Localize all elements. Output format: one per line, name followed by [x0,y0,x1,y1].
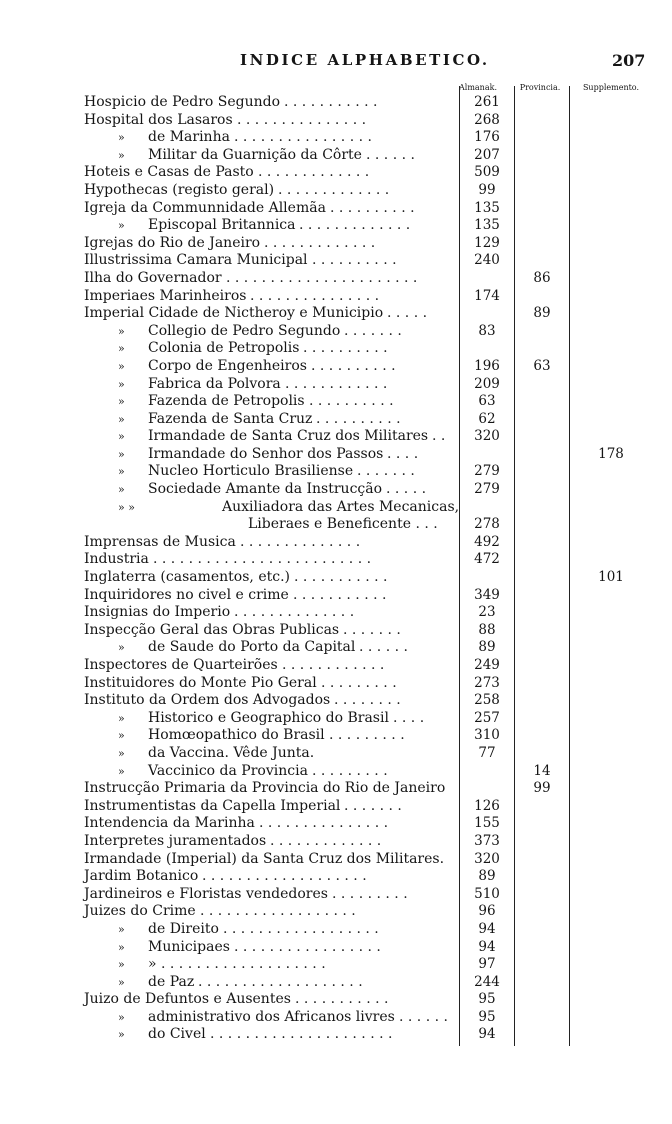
index-entry [0,305,672,323]
index-entry [0,252,672,270]
entry-text: » [148,956,157,973]
leader-dots: . . . . . . . . . . . . . . . . [234,129,372,146]
entry-text: Inspectores de Quarteirões [84,657,278,673]
ditto-mark: » [118,465,125,479]
index-entry [0,235,672,253]
leader-dots: . . . . . . . . . . [316,410,401,427]
index-entry [0,147,672,165]
entry-text: administrativo dos Africanos livres [148,1008,395,1025]
leader-dots: . . . . . . . . . . . . . [264,234,376,251]
ditto-mark: » [118,324,125,338]
entry-text: Instrucção Primaria da Provincia do Rio de Janeiro [84,780,446,797]
entry-text: Hospicio de Pedro Segundo [84,94,281,110]
index-entry [0,604,672,622]
column-header-provincia: Provincia. [519,83,561,92]
entry-text: de Paz [148,973,195,990]
leader-dots: . . . . . . . [344,797,402,814]
ditto-mark: » [118,641,125,655]
entry-text: Colonia de Petropolis [148,340,300,357]
index-list [0,94,672,1044]
page-number: 207 [612,51,646,70]
ditto-mark: » [118,131,125,145]
index-entry [0,956,672,974]
ditto-mark: » [118,342,125,356]
page-ref-almanak: 279 [474,481,500,498]
entry-text: Militar da Guarnição da Côrte [148,146,362,163]
page-ref-almanak: 126 [474,797,500,814]
page-ref-almanak: 88 [478,621,496,638]
index-entry [0,851,672,869]
leader-dots: . . . . . . . . . . . . [282,657,385,673]
entry-text: Fabrica da Polvora [148,375,281,392]
index-entry [0,974,672,992]
page-ref-almanak: 129 [474,234,500,251]
leader-dots: . . . . . . . . . [329,727,405,744]
index-entry [0,182,672,200]
index-entry [0,657,672,675]
entry-text: Imprensas de Musica [84,533,236,550]
index-entry [0,164,672,182]
page-ref-almanak: 244 [474,973,500,990]
leader-dots: . . . . . . . . . . . . . . . . . . [200,903,356,920]
leader-dots: . . . . . . . . . . . . . . . . . . [223,920,379,937]
page-ref-almanak: 94 [478,920,496,937]
entry-text: de Marinha [148,129,230,146]
ditto-mark: » [118,958,125,972]
ditto-mark: » [118,219,125,233]
leader-dots: . . . . . [387,305,428,322]
leader-dots: . . . . . . . . . . . . . . . . . . . [161,956,326,973]
entry-text: Municipaes [148,938,230,955]
page-ref-almanak: 135 [474,217,500,234]
index-entry [0,94,672,112]
entry-text: Juizo de Defuntos e Ausentes [84,991,291,1008]
leader-dots: . . . . . . . . . . [309,393,394,410]
index-entry [0,727,672,745]
index-entry [0,534,672,552]
index-entry [0,428,672,446]
entry-text: Corpo de Engenheiros [148,357,307,374]
entry-text: Nucleo Horticulo Brasiliense [148,463,354,480]
entry-text: Illustrissima Camara Municipal [84,252,308,269]
page-ref-almanak: 99 [478,181,496,198]
page-ref-almanak: 472 [474,551,500,568]
leader-dots: . . . . . . . . . . . . . . . . . [234,938,381,955]
index-entry [0,921,672,939]
index-entry [0,815,672,833]
index-entry [0,481,672,499]
entry-text: Homœopathico do Brasil [148,727,325,744]
page-ref-almanak: 94 [478,1026,496,1043]
leader-dots: . . . . . . . . . . . . . . . [237,111,367,128]
entry-text: Instituto da Ordem dos Advogados [84,692,331,709]
page-ref-almanak: 207 [474,146,500,163]
page-ref-almanak: 176 [474,129,500,146]
entry-text: Igrejas do Rio de Janeiro [84,234,261,251]
page-ref-almanak: 77 [478,744,496,761]
ditto-mark: » [118,483,125,497]
page-ref-almanak: 97 [478,956,496,973]
entry-text: Jardim Botanico [84,868,199,885]
leader-dots: . . . [415,516,438,533]
leader-dots: . . [432,428,446,445]
entry-text: Episcopal Britannica [148,217,296,234]
leader-dots: . . . . . . [399,1008,448,1025]
leader-dots: . . . . . . . . . . . . . . [234,604,355,621]
ditto-mark: » [118,1010,125,1024]
leader-dots: . . . . . . . . . . . . . [299,217,411,234]
index-entry [0,798,672,816]
entry-text: Insignias do Imperio [84,604,231,621]
entry-text: Auxiliadora das Artes Mecanicas, [222,498,460,515]
leader-dots: . . . . . . . . . . . [294,569,388,586]
leader-dots: . . . . . [386,481,427,498]
page-ref-almanak: 310 [474,727,500,744]
leader-dots: . . . . . . . . . . . . [285,375,388,392]
entry-text: Juizes do Crime [84,903,196,920]
entry-text: Fazenda de Petropolis [148,393,305,410]
entry-text: Inspecção Geral das Obras Publicas [84,621,340,638]
entry-text: Inquiridores no civel e crime [84,586,289,603]
page-ref-almanak: 89 [478,868,496,885]
ditto-mark: » [118,746,125,760]
page-ref-almanak: 83 [478,322,496,339]
ditto-mark: » » [118,500,135,514]
ditto-mark: » [118,447,125,461]
ditto-mark: » [118,940,125,954]
entry-text: Igreja da Communnidade Allemãa [84,199,326,216]
page-ref-provincia: 63 [533,357,551,374]
entry-text: Irmandade (Imperial) da Santa Cruz dos Militares. [84,850,445,867]
entry-text: Instrumentistas da Capella Imperial [84,797,341,814]
index-entry [0,323,672,341]
entry-text: do Civel [148,1026,206,1043]
leader-dots: . . . . . . . . [334,692,401,709]
page-ref-provincia: 14 [533,762,551,779]
page-ref-almanak: 278 [474,516,500,533]
page-ref-almanak: 349 [474,586,500,603]
page-ref-provincia: 86 [533,269,551,286]
entry-text: Irmandade de Santa Cruz dos Militares [148,428,429,445]
page-title: INDICE ALPHABETICO. [240,51,490,69]
entry-text: de Saude do Porto da Capital [148,639,356,656]
page-ref-almanak: 95 [478,1008,496,1025]
leader-dots: . . . . . . . . . . . [293,586,387,603]
page-ref-supplemento: 178 [598,445,624,462]
leader-dots: . . . . . . . . . . . . . . . . . . . [202,868,367,885]
page-ref-almanak: 510 [474,885,500,902]
entry-text: Hoteis e Casas de Pasto [84,164,254,181]
ditto-mark: » [118,395,125,409]
page-ref-almanak: 261 [474,94,500,110]
index-entry [0,763,672,781]
page-header [0,47,672,77]
entry-text: de Direito [148,920,219,937]
entry-text: Inglaterra (casamentos, etc.) [84,569,290,586]
page-ref-almanak: 135 [474,199,500,216]
ditto-mark: » [118,359,125,373]
leader-dots: . . . . . . . . . [321,674,397,691]
index-entry [0,903,672,921]
page-ref-almanak: 240 [474,252,500,269]
entry-text: Hospital dos Lasaros [84,111,233,128]
leader-dots: . . . . . . . . . . . . . [278,181,390,198]
page-ref-almanak: 320 [474,428,500,445]
entry-text: Instituidores do Monte Pio Geral [84,674,317,691]
page-ref-almanak: 249 [474,657,500,673]
entry-text: Historico e Geographico do Brasil [148,709,389,726]
index-entry [0,463,672,481]
leader-dots: . . . . . . . . . . . . . . . . . . . . . . . . . [153,551,372,568]
index-entry [0,1026,672,1044]
index-entry [0,112,672,130]
index-entry [0,780,672,798]
ditto-mark: » [118,1028,125,1042]
index-entry [0,551,672,569]
leader-dots: . . . . . . . . . . [312,252,397,269]
ditto-mark: » [118,975,125,989]
ditto-mark: » [118,729,125,743]
leader-dots: . . . . . . . . . . . . . . [240,533,361,550]
entry-text: Vaccinico da Provincia [148,762,308,779]
index-entry [0,446,672,464]
index-entry [0,270,672,288]
column-header-almanak: Almanak. [458,83,497,92]
index-entry [0,358,672,376]
index-entry [0,833,672,851]
leader-dots: . . . . . . . [343,621,401,638]
ditto-mark: » [118,764,125,778]
leader-dots: . . . . . . . . . . [311,357,396,374]
leader-dots: . . . . . . . . . . . [284,94,378,110]
ditto-mark: » [118,412,125,426]
page-ref-almanak: 258 [474,692,500,709]
leader-dots: . . . . . . . . . . . [295,991,389,1008]
index-entry [0,411,672,429]
page-ref-almanak: 509 [474,164,500,181]
leader-dots: . . . . . . . . . . . . . . . [259,815,389,832]
page-ref-almanak: 268 [474,111,500,128]
index-entry [0,340,672,358]
page-ref-almanak: 23 [478,604,496,621]
page-ref-almanak: 95 [478,991,496,1008]
index-entry [0,639,672,657]
entry-text: Imperiaes Marinheiros [84,287,247,304]
entry-text: da Vaccina. Vêde Junta. [148,744,315,761]
ditto-mark: » [118,148,125,162]
leader-dots: . . . . . . . [344,322,402,339]
page-ref-almanak: 96 [478,903,496,920]
entry-text-continued: Liberaes e Beneficente [248,516,411,533]
entry-text: Hypothecas (registo geral) [84,181,275,198]
index-entry [0,675,672,693]
page-ref-almanak: 257 [474,709,500,726]
entry-text: Imperial Cidade de Nictheroy e Municipio [84,305,384,322]
leader-dots: . . . . . . [359,639,408,656]
entry-text: Jardineiros e Floristas vendedores [84,885,328,902]
ditto-mark: » [118,922,125,936]
leader-dots: . . . . . . . [357,463,415,480]
entry-text: Fazenda de Santa Cruz [148,410,313,427]
page-ref-almanak: 155 [474,815,500,832]
page-ref-almanak: 492 [474,533,500,550]
index-entry [0,129,672,147]
index-entry [0,376,672,394]
page-ref-almanak: 63 [478,393,496,410]
page-ref-almanak: 279 [474,463,500,480]
entry-text: Interpretes juramentados [84,832,267,849]
ditto-mark: » [118,430,125,444]
index-entry [0,692,672,710]
index-entry [0,200,672,218]
index-entry [0,288,672,306]
page-ref-almanak: 209 [474,375,500,392]
page-ref-almanak: 62 [478,410,496,427]
leader-dots: . . . . [387,445,419,462]
page-ref-supplemento: 101 [598,569,624,586]
column-header-supplemento: Supplemento. [582,83,640,92]
entry-text: Industria [84,551,149,568]
leader-dots: . . . . . . . . . . . . . . . . . . . [198,973,363,990]
index-entry [0,868,672,886]
leader-dots: . . . . . . . . . . [303,340,388,357]
ditto-mark: » [118,377,125,391]
leader-dots: . . . . . . . . . . [330,199,415,216]
index-entry [0,886,672,904]
entry-text: Collegio de Pedro Segundo [148,322,341,339]
entry-label-continued [248,516,438,534]
leader-dots: . . . . . . . . . [312,762,388,779]
page-ref-almanak: 373 [474,832,500,849]
index-entry [0,745,672,763]
index-entry [0,622,672,640]
index-entry [0,569,672,587]
entry-text: Irmandade do Senhor dos Passos [148,445,384,462]
leader-dots: . . . . . . . . . . . . . . . . . . . . . [210,1026,393,1043]
page-ref-almanak: 89 [478,639,496,656]
index-entry [0,499,672,534]
page-ref-provincia: 99 [533,780,551,797]
index-entry [0,1009,672,1027]
index-entry [0,710,672,728]
page-ref-provincia: 89 [533,305,551,322]
index-entry [0,393,672,411]
leader-dots: . . . . . . . . . . . . . . . [250,287,380,304]
leader-dots: . . . . . . . . . . . . . [258,164,370,181]
entry-text: Intendencia da Marinha [84,815,255,832]
leader-dots: . . . . . . [366,146,415,163]
leader-dots: . . . . . . . . . . . . . . . . . . . . . . [226,269,418,286]
index-entry [0,587,672,605]
entry-text: Sociedade Amante da Instrucção [148,481,383,498]
page-ref-almanak: 273 [474,674,500,691]
page-ref-almanak: 174 [474,287,500,304]
index-entry [0,991,672,1009]
index-entry [0,217,672,235]
ditto-mark: » [118,711,125,725]
entry-text: Ilha do Governador [84,269,222,286]
page-ref-almanak: 196 [474,357,500,374]
index-entry [0,939,672,957]
leader-dots: . . . . . . . . . [332,885,408,902]
page-ref-almanak: 320 [474,850,500,867]
page-ref-almanak: 94 [478,938,496,955]
leader-dots: . . . . [393,709,425,726]
leader-dots: . . . . . . . . . . . . . [270,832,382,849]
